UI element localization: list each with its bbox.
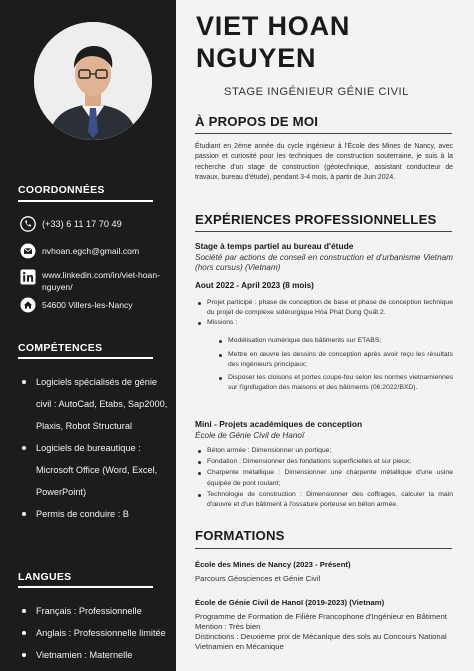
phone-number: (+33) 6 11 17 70 49: [42, 219, 122, 229]
about-divider: [195, 133, 452, 134]
language-item: Vietnamien : Maternelle: [22, 644, 170, 666]
education-title: FORMATIONS: [195, 528, 285, 543]
edu-line: Programme de Formation de Filière Francophone d'Ingénieur en Bâtiment: [195, 612, 447, 621]
sidebar: [0, 0, 176, 671]
contact-linkedin[interactable]: [20, 269, 160, 293]
languages-list: [22, 600, 170, 666]
job1-title: Stage à temps partiel au bureau d'étude: [195, 241, 354, 251]
linkedin-icon: [20, 269, 36, 285]
contact-address: [20, 297, 133, 313]
job1-company: Société par actions de conseil en construction et d'urbanisme Vietnam (hors cursus) (Vietnam): [195, 253, 453, 272]
job2-bullet: Fondation : Dimensionner des fondations superficielles et sur pieux;: [197, 457, 453, 467]
name-line-2: NGUYEN: [196, 43, 317, 73]
experience-title: EXPÉRIENCES PROFESSIONNELLES: [195, 212, 437, 227]
job2-bullet: Béton armée : Dimensionner un portique;: [197, 446, 453, 456]
job2-bullet: Technologie de construction : Dimensionner des coffrages, calculer la main d'œuvre et d'un bâtiment à l'ossature porteuse en béton armée.: [197, 490, 453, 510]
address-text: 54600 Villers-les-Nancy: [42, 300, 133, 310]
skills-divider: [18, 357, 153, 359]
job2-bullets: [197, 446, 453, 510]
job2-title: Mini - Projets académiques de conception: [195, 419, 363, 429]
job1-missions: [218, 336, 453, 393]
candidate-name: [196, 10, 350, 74]
edu-school-2: École de Génie Civil de Hanoï (2019-2023) (Vietnam): [195, 598, 385, 607]
languages-heading: LANGUES: [18, 571, 72, 583]
contact-email[interactable]: [20, 243, 139, 259]
linkedin-url: www.linkedin.com/in/viet-hoan-nguyen/: [42, 270, 160, 292]
job1-date: Aout 2022 - April 2023 (8 mois): [195, 281, 314, 290]
language-item: Français : Professionnelle: [22, 600, 170, 622]
main-content: [176, 0, 474, 671]
mission-item: Mettre en œuvre les dessins de conception après avoir reçu les résultats des ingénieurs principaux;: [218, 350, 453, 370]
languages-divider: [18, 586, 153, 588]
email-icon: [20, 243, 36, 259]
about-text: Étudiant en 2ème année du cycle ingénieur à l'École des Mines de Nancy, avec passion et curiosité pour les techniques de construction souterraine, je suis à la recherche d'un stage de construction (géotechnique, assistant conducteur de travaux, bureau d'étude), pendant 3-4 mois, à partir de Juin 2024.: [195, 143, 453, 181]
skill-item: Logiciels spécialisés de génie civil : AutoCad, Etabs, Sap2000, Plaxis, Robot Structural: [22, 371, 170, 437]
home-icon: [20, 297, 36, 313]
edu-school-2-details: [195, 612, 453, 652]
skills-list: [22, 371, 170, 525]
about-title: À PROPOS DE MOI: [195, 114, 319, 129]
experience-divider: [195, 231, 452, 232]
edu-line: Mention : Très bien: [195, 622, 261, 631]
skill-item: Permis de conduire : B: [22, 503, 170, 525]
education-divider: [195, 548, 452, 549]
job-target: STAGE INGÉNIEUR GÉNIE CIVIL: [224, 86, 409, 98]
profile-photo: [34, 22, 152, 140]
language-item: Anglais : Professionnelle limitée: [22, 622, 170, 644]
edu-school-1-text: Parcours Géosciences et Génie Civil: [195, 574, 321, 583]
job2-bullet: Charpente métallique : Dimensionner une charpente métallique d'une usine équipée de pont roulant;: [197, 468, 453, 488]
contact-phone[interactable]: [20, 216, 122, 232]
phone-icon: [20, 216, 36, 232]
name-line-1: VIET HOAN: [196, 11, 351, 41]
portrait-illustration: [34, 22, 152, 140]
edu-line: Distinctions : Deuxième prix de Mécanique des sols au Concours National Vietnamien en Mécanique: [195, 632, 447, 651]
job1-bullets: [197, 298, 453, 329]
mission-item: Modélisation numérique des bâtiments sur ETABS;: [218, 336, 453, 346]
skills-heading: COMPÉTENCES: [18, 342, 103, 354]
contact-divider: [18, 200, 153, 202]
job1-bullet: Missions :: [197, 318, 453, 328]
email-address: nvhoan.egch@gmail.com: [42, 246, 140, 256]
mission-item: Disposer les cloisons et portes coupe-feu selon les normes vietnamiennes sur l'ignifugation des maisons et des bâtiments (06:2022/BXD).: [218, 373, 453, 393]
skill-item: Logiciels de bureautique : Microsoft Office (Word, Excel, PowerPoint): [22, 437, 170, 503]
job2-school: École de Génie Civil de Hanoï: [195, 431, 305, 440]
contact-heading: COORDONNÉES: [18, 184, 105, 196]
edu-school-1: École des Mines de Nancy (2023 - Présent): [195, 560, 351, 569]
job1-bullet: Projet participé : phase de conception de base et phase de conception technique du projet de complexe sidérurgique Hòa Phát Dung Quất 2.: [197, 298, 453, 318]
